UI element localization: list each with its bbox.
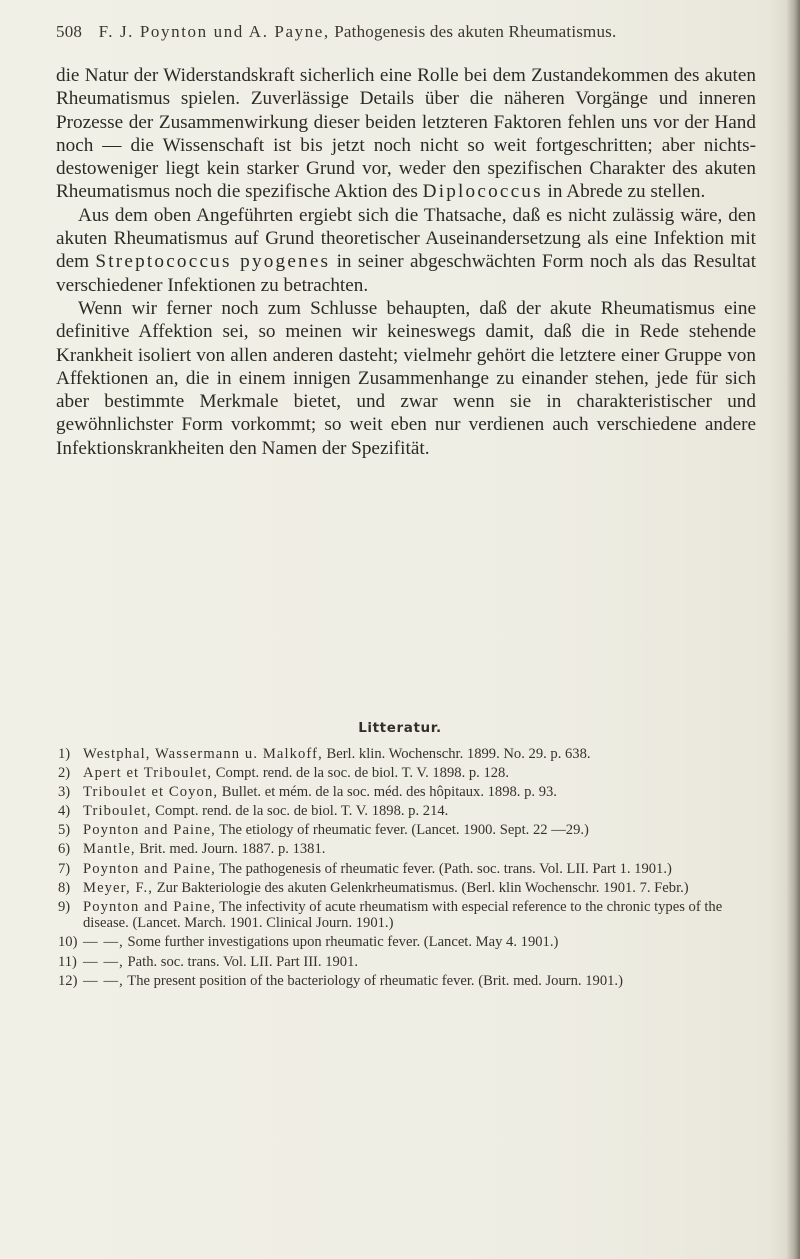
reference-item	[58, 822, 758, 839]
reference-number: 1)	[58, 746, 71, 762]
reference-text: Zur Bakteriologie des akuten Gelenkrheumatismus. (Berl. klin Wochenschr. 1901. 7. Febr.)	[156, 879, 689, 896]
reference-authors: Poynton and Paine,	[83, 898, 216, 915]
header-title: Pathogenesis des akuten Rheumatismus.	[334, 22, 617, 41]
reference-authors: Poynton and Paine,	[83, 822, 216, 839]
reference-number: 8)	[58, 879, 71, 896]
reference-authors: Mantle,	[83, 841, 136, 858]
paragraph-2-spaced-term: Streptococcus pyogenes	[95, 251, 331, 273]
reference-list	[58, 746, 758, 992]
reference-item	[58, 841, 758, 858]
reference-text: Brit. med. Journ. 1887. p. 1381.	[139, 841, 326, 858]
reference-text: Compt. rend. de la soc. de biol. T. V. 1898. p. 128.	[215, 765, 510, 782]
reference-authors: Westphal, Wassermann u. Malkoff,	[83, 746, 323, 762]
running-header	[56, 22, 756, 42]
reference-number: 2)	[58, 765, 71, 782]
reference-authors: — —,	[83, 972, 124, 989]
literature-heading: Litteratur.	[358, 720, 442, 736]
reference-item	[58, 973, 758, 990]
paragraph-3: Wenn wir ferner noch zum Schlusse behaupten, daß der akute Rheumatismus eine definitive Affektion sei, so meinen wir keineswegs damit, daß die in Rede stehende Krankheit isoliert von allen anderen dasteht; vielmehr gehört die letztere einer Gruppe von Affektionen an, die in einem innigen Zusammenhange zu einander stehen, jede für sich aber bestimmte Merkmale bietet, und zwar wenn sie in charakteristischer und gewöhnlichster Form vorkommt; so weit eben nur verdienen auch verschiedene andere Infektionskrankheiten den Namen der Spezifität.	[56, 297, 756, 459]
reference-item	[58, 954, 758, 971]
reference-item	[58, 861, 758, 878]
reference-number: 11)	[58, 953, 77, 970]
page-number: 508	[56, 22, 83, 41]
reference-text: The present position of the bacteriology of rheumatic fever. (Brit. med. Journ. 1901.)	[127, 972, 623, 989]
reference-text: Path. soc. trans. Vol. LII. Part III. 1901.	[127, 953, 359, 970]
reference-number: 5)	[58, 822, 71, 839]
reference-authors: — —,	[83, 953, 124, 970]
reference-authors: Triboulet,	[83, 803, 152, 820]
reference-number: 3)	[58, 784, 71, 801]
reference-item	[58, 803, 758, 820]
reference-authors: Apert et Triboulet,	[83, 765, 213, 782]
paragraph-2	[56, 204, 756, 297]
reference-item	[58, 934, 758, 951]
reference-text: The pathogenesis of rheumatic fever. (Path. soc. trans. Vol. LII. Part 1. 1901.)	[219, 860, 672, 877]
paragraph-1-text-a: die Natur der Widerstandskraft sicherlich eine Rolle bei dem Zustandekommen des akuten Rheumatismus spielen. Zuverlässige Details über die näheren Vorgänge und inneren Prozesse der Zusammenwirkung dieser beiden letzteren Faktoren fehlen uns vor der Hand noch — die Wissenschaft ist bis jetzt noch nicht so weit fortgeschritten; aber nichtsdestoweniger liegt kein starker Grund vor, weder den spezifischen Charakter des akuten Rheumatismus noch die spezifische Aktion des	[56, 65, 756, 203]
body-text	[56, 64, 756, 460]
reference-authors: Triboulet et Coyon,	[83, 784, 219, 801]
reference-authors: Poynton and Paine,	[83, 860, 216, 877]
page-edge-shadow	[786, 0, 800, 1259]
reference-number: 10)	[58, 934, 78, 951]
reference-item	[58, 765, 758, 782]
reference-number: 4)	[58, 803, 71, 820]
header-authors: F. J. Poynton und A. Payne,	[98, 22, 330, 41]
reference-number: 6)	[58, 841, 71, 858]
reference-authors: Meyer, F.,	[83, 879, 154, 896]
reference-number: 12)	[58, 972, 78, 989]
paragraph-1-text-b: in Abrede zu stellen.	[547, 181, 706, 203]
reference-authors: — —,	[83, 934, 124, 951]
reference-number: 9)	[58, 898, 71, 915]
reference-item	[58, 880, 758, 897]
reference-text: The etiology of rheumatic fever. (Lancet. 1900. Sept. 22 —29.)	[219, 822, 589, 839]
reference-text: Compt. rend. de la soc. de biol. T. V. 1898. p. 214.	[155, 803, 449, 820]
reference-text: Some further investigations upon rheumatic fever. (Lancet. May 4. 1901.)	[127, 934, 559, 951]
reference-item	[58, 746, 758, 763]
reference-item	[58, 784, 758, 801]
paragraph-1	[56, 64, 756, 204]
paragraph-2-text-a: Aus dem oben Angeführten ergiebt sich die Thatsache, daß es nicht zulässig wäre, den akuten Rheumatismus auf Grund theoretischer Auseinandersetzung als eine Infektion mit dem	[56, 204, 756, 273]
paragraph-2-text-b: in seiner abgeschwächten Form noch als das Resultat verschiedener Infektionen zu betrachten.	[56, 251, 757, 296]
reference-text: Berl. klin. Wochenschr. 1899. No. 29. p. 638.	[326, 746, 591, 762]
reference-number: 7)	[58, 860, 71, 877]
reference-text: The infectivity of acute rheumatism with especial reference to the chronic types of the disease. (Lancet. March. 1901. Clinical Journ. 1901.)	[83, 898, 723, 932]
paragraph-1-spaced-term: Diplococcus	[422, 181, 543, 203]
reference-text: Bullet. et mém. de la soc. méd. des hôpitaux. 1898. p. 93.	[221, 784, 557, 801]
reference-item	[58, 899, 758, 932]
